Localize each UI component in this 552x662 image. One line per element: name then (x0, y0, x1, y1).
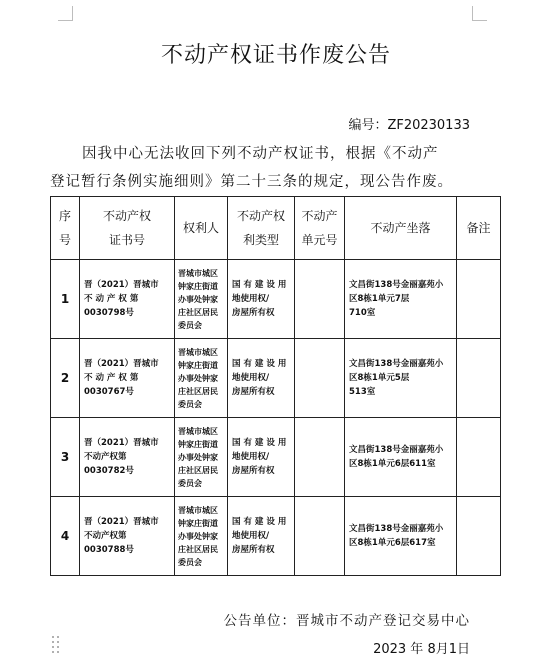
right-type-line: 地使用权/ (232, 452, 270, 462)
right-holder-line: 委员会 (178, 478, 202, 488)
certificate-number (80, 418, 175, 497)
certificate-number-line: 晋（2021）晋城市 (84, 359, 159, 369)
unit-number (295, 260, 345, 339)
property-location-line: 区8栋1单元6层617室 (349, 538, 436, 548)
header-cell (295, 197, 345, 260)
property-location-line: 文昌街138号金丽嘉苑小 (349, 524, 444, 534)
right-type-line: 房屋所有权 (232, 466, 275, 476)
right-type (228, 418, 295, 497)
right-holder-line: 庄社区居民 (178, 386, 218, 396)
row-number: 3 (51, 418, 80, 497)
header-text: 利类型 (242, 233, 279, 247)
certificate-number-line: 不 动 产 权 第 (84, 294, 139, 304)
right-holder-line: 晋城市城区 (178, 347, 218, 357)
right-holder-line: 办事处钟家 (178, 452, 218, 462)
property-location-line: 文昌街138号金丽嘉苑小 (349, 445, 444, 455)
right-type-line: 国 有 建 设 用 (232, 359, 287, 369)
drag-handle-icon[interactable] (52, 636, 62, 656)
certificate-table (50, 196, 501, 576)
right-holder-line: 钟家庄街道 (178, 439, 218, 449)
row-number: 1 (51, 260, 80, 339)
header-text: 号 (58, 233, 71, 247)
right-holder (175, 497, 228, 576)
header-text: 序 (58, 209, 71, 223)
paragraph-line-2: 登记暂行条例实施细则》第二十三条的规定，现公告作废。 (50, 174, 453, 190)
certificate-number-line: 0030798号 (84, 308, 134, 318)
table-header-row (51, 197, 501, 260)
property-location (345, 260, 457, 339)
right-type (228, 497, 295, 576)
remark (457, 339, 501, 418)
right-type-line: 地使用权/ (232, 531, 270, 541)
right-type-line: 房屋所有权 (232, 387, 275, 397)
property-location-line: 区8栋1单元6层611室 (349, 459, 436, 469)
unit-number (295, 339, 345, 418)
right-type-line: 房屋所有权 (232, 545, 275, 555)
certificate-number (80, 260, 175, 339)
table-body (51, 260, 501, 576)
remark (457, 418, 501, 497)
remark (457, 497, 501, 576)
right-holder-line: 办事处钟家 (178, 531, 218, 541)
right-type (228, 260, 295, 339)
right-type-line: 国 有 建 设 用 (232, 280, 287, 290)
header-cell (228, 197, 295, 260)
right-holder-line: 晋城市城区 (178, 426, 218, 436)
certificate-number-line: 0030767号 (84, 387, 134, 397)
property-location-line: 710室 (349, 308, 376, 318)
property-location (345, 339, 457, 418)
right-holder-line: 钟家庄街道 (178, 518, 218, 528)
table-row (51, 260, 501, 339)
paragraph-line-1: 因我中心无法收回下列不动产权证书，根据《不动产 (82, 146, 439, 162)
right-type-line: 房屋所有权 (232, 308, 275, 318)
right-type (228, 339, 295, 418)
property-location-line: 区8栋1单元5层 (349, 373, 410, 383)
row-number: 4 (51, 497, 80, 576)
certificate-number-line: 0030788号 (84, 545, 134, 555)
certificate-number-line: 0030782号 (84, 466, 134, 476)
table-row (51, 418, 501, 497)
remark (457, 260, 501, 339)
certificate-number-line: 不动产权第 (84, 452, 127, 462)
right-holder (175, 339, 228, 418)
right-type-line: 地使用权/ (232, 373, 270, 383)
announcement-paragraph (50, 140, 490, 196)
certificate-number (80, 497, 175, 576)
unit-number (295, 497, 345, 576)
certificate-number-line: 晋（2021）晋城市 (84, 517, 159, 527)
certificate-number-line: 不动产权第 (84, 531, 127, 541)
announcement-date: 2023 年 8月1日 (373, 642, 470, 657)
right-holder-line: 庄社区居民 (178, 544, 218, 554)
property-location-line: 文昌街138号金丽嘉苑小 (349, 280, 444, 290)
page-corner-marker-left (58, 6, 73, 21)
header-cell (80, 197, 175, 260)
document-title: 不动产权证书作废公告 (160, 43, 391, 68)
property-location-line: 513室 (349, 387, 376, 397)
header-text: 不动产坐落 (370, 221, 431, 235)
property-location-line: 文昌街138号金丽嘉苑小 (349, 359, 444, 369)
right-holder-line: 钟家庄街道 (178, 281, 218, 291)
unit-number (295, 418, 345, 497)
right-holder (175, 418, 228, 497)
header-text: 不动产权 (102, 209, 151, 223)
header-text: 单元号 (301, 233, 338, 247)
certificate-number (80, 339, 175, 418)
right-type-line: 国 有 建 设 用 (232, 517, 287, 527)
right-holder-line: 庄社区居民 (178, 465, 218, 475)
header-text: 备注 (466, 221, 491, 235)
header-text: 证书号 (108, 233, 145, 247)
property-location (345, 418, 457, 497)
certificate-number-line: 晋（2021）晋城市 (84, 438, 159, 448)
page-corner-marker-right (472, 6, 487, 21)
header-text: 不动产 (301, 209, 338, 223)
right-holder-line: 委员会 (178, 320, 202, 330)
certificate-number-line: 不 动 产 权 第 (84, 373, 139, 383)
right-holder-line: 委员会 (178, 399, 202, 409)
right-type-line: 国 有 建 设 用 (232, 438, 287, 448)
right-holder-line: 晋城市城区 (178, 505, 218, 515)
header-cell (51, 197, 80, 260)
right-holder-line: 办事处钟家 (178, 373, 218, 383)
header-text: 不动产权 (236, 209, 285, 223)
right-holder-line: 晋城市城区 (178, 268, 218, 278)
certificate-number-line: 晋（2021）晋城市 (84, 280, 159, 290)
header-cell (345, 197, 457, 260)
right-holder-line: 委员会 (178, 557, 202, 567)
header-text: 权利人 (182, 221, 219, 235)
document-number: 编号：ZF20230133 (348, 118, 470, 133)
right-holder-line: 庄社区居民 (178, 307, 218, 317)
right-holder-line: 钟家庄街道 (178, 360, 218, 370)
property-location (345, 497, 457, 576)
announcing-organization: 公告单位：晋城市不动产登记交易中心 (223, 613, 470, 629)
table-row (51, 497, 501, 576)
property-location-line: 区8栋1单元7层 (349, 294, 410, 304)
row-number: 2 (51, 339, 80, 418)
right-holder-line: 办事处钟家 (178, 294, 218, 304)
table-row (51, 339, 501, 418)
right-holder (175, 260, 228, 339)
header-cell (457, 197, 501, 260)
right-type-line: 地使用权/ (232, 294, 270, 304)
header-cell (175, 197, 228, 260)
